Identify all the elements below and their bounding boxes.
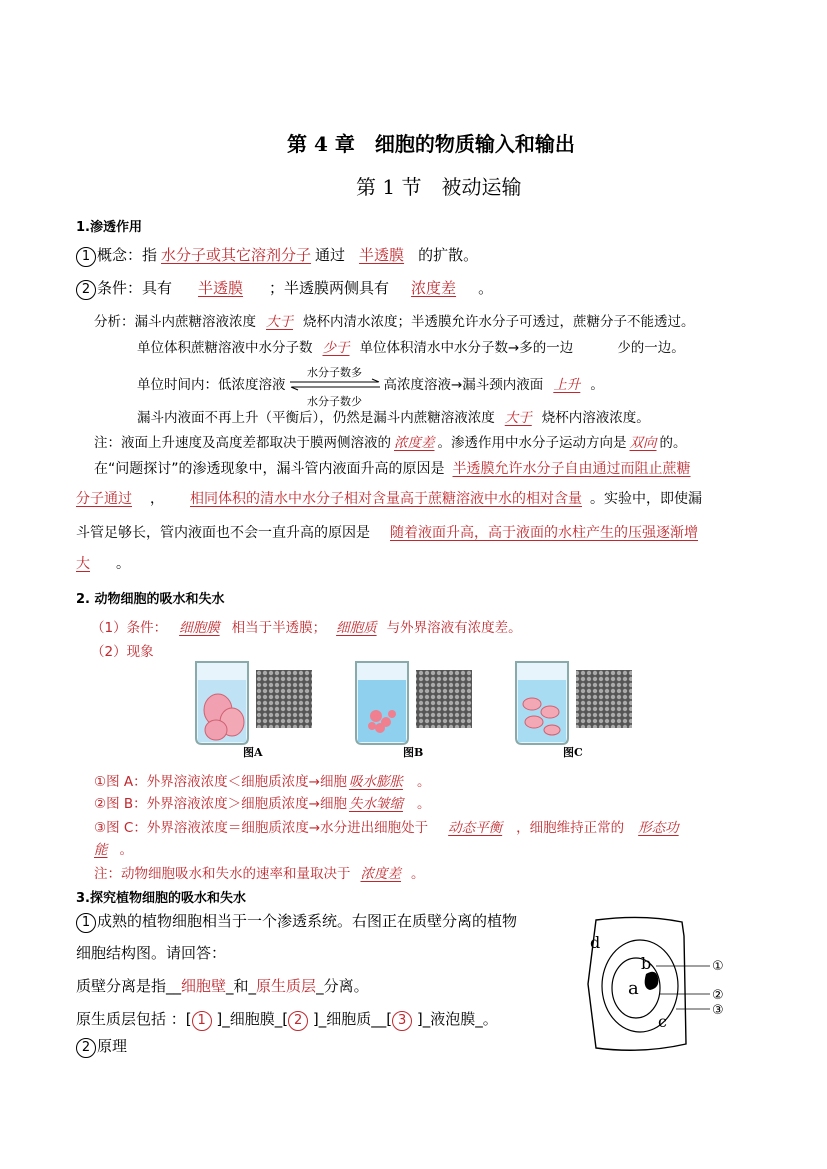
paragraph-line-1: 在“问题探讨”的渗透现象中，漏斗管内液面升高的原因是 半透膜允许水分子自由通过而阻止蔗糖 <box>94 461 691 477</box>
double-arrow: 水分子数多 水分子数少 <box>288 378 382 392</box>
paragraph-line-3: 斗管足够长，管内液面也不会一直升高的原因是 随着液面升高，高于液面的水柱产生的压强逐渐增 <box>76 525 698 541</box>
circled-number: 2 <box>76 280 96 300</box>
micrograph-b <box>416 670 472 728</box>
answer-blank: 形态功 <box>638 820 679 836</box>
phenomenon-label: （2）现象 <box>91 644 154 660</box>
plant-line-3: 质壁分离是指__细胞壁_和_原生质层_分离。 <box>76 977 369 995</box>
plant-line-2: 细胞结构图。请回答： <box>76 944 227 962</box>
answer-blank: 大于 <box>504 410 532 426</box>
result-line-c-cont: 能 。 <box>94 842 133 858</box>
answer-blank: 少于 <box>322 340 350 356</box>
label-c: c <box>658 1012 667 1031</box>
answer-blank: 水分子或其它溶剂分子 <box>161 246 312 264</box>
answer-blank: 半透膜 <box>359 246 405 264</box>
answer-blank: 随着液面升高，高于液面的水柱产生的压强逐渐增 <box>390 525 698 541</box>
figure-caption-a: 图A <box>243 746 263 759</box>
figure-caption-b: 图B <box>403 746 424 759</box>
circled-number: 2 <box>76 1038 96 1058</box>
answer-blank: 吸水膨胀 <box>348 774 403 790</box>
note-line-2: 注：动物细胞吸水和失水的速率和量取决于 浓度差 。 <box>94 866 425 882</box>
answer-blank: 上升 <box>553 377 581 393</box>
label-num-2: ② <box>712 988 724 1003</box>
beaker-c <box>516 662 568 744</box>
answer-blank: 浓度差 <box>411 279 457 297</box>
analysis-line-3: 单位时间内：低浓度溶液 水分子数多 水分子数少 高浓度溶液→漏斗颈内液面 上升 。 <box>137 366 604 408</box>
plant-line-5: 2 原理 <box>76 1035 127 1058</box>
label-d: d <box>590 933 601 952</box>
answer-blank: 原生质层 <box>256 977 317 995</box>
analysis-line-4: 漏斗内液面不再上升（平衡后），仍然是漏斗内蔗糖溶液浓度 大于 烧杯内溶液浓度。 <box>137 410 650 426</box>
circled-number: 1 <box>76 247 96 267</box>
answer-blank: 双向 <box>629 435 657 451</box>
figure-caption-c: 图C <box>563 746 583 759</box>
result-line-a: ①图 A：外界溶液浓度＜细胞质浓度→细胞 吸水膨胀 。 <box>94 774 431 790</box>
paragraph-line-4: 大 。 <box>76 556 130 572</box>
answer-blank: 浓度差 <box>394 435 435 451</box>
bidirectional-arrow-icon <box>288 378 382 392</box>
answer-blank: 相同体积的清水中水分子相对含量高于蔗糖溶液中水的相对含量 <box>190 491 582 507</box>
micrograph-c <box>576 670 632 728</box>
circled-number: 3 <box>392 1011 412 1031</box>
beaker-b <box>356 662 408 744</box>
answer-blank: 分子通过 <box>76 491 132 507</box>
plant-cell-diagram <box>582 912 762 1060</box>
answer-blank: 半透膜允许水分子自由通过而阻止蔗糖 <box>452 461 691 477</box>
analysis-line-1: 分析：漏斗内蔗糖溶液浓度 大于 烧杯内清水浓度；半透膜允许水分子可透过，蔗糖分子不能透过。 <box>94 314 695 330</box>
result-line-c: ③图 C：外界溶液浓度＝细胞质浓度→水分进出细胞处于 动态平衡 ，细胞维持正常的 形态功 <box>94 820 679 836</box>
plant-line-1: 1 成熟的植物细胞相当于一个渗透系统。右图正在质壁分离的植物 <box>76 910 517 933</box>
circled-number: 2 <box>288 1011 308 1031</box>
condition-line: 2 条件：具有 半透膜 ；半透膜两侧具有 浓度差 。 <box>76 277 493 300</box>
condition-line-2: （1）条件： 细胞膜 相当于半透膜； 细胞质 与外界溶液有浓度差。 <box>91 620 522 636</box>
nucleus <box>645 972 659 990</box>
animal-cell-figures <box>190 658 640 758</box>
answer-blank: 浓度差 <box>360 866 401 882</box>
page-subtitle: 第 1 节 被动运输 <box>356 175 522 199</box>
label-num-3: ③ <box>712 1003 724 1018</box>
micrograph-a <box>256 670 312 728</box>
plant-line-4: 原生质层包括 ：[ 1 ]_细胞膜_[ 2 ]_细胞质__[ 3 ]_液泡膜_。 <box>76 1008 498 1031</box>
answer-blank: 大 <box>76 556 90 572</box>
circled-number: 1 <box>76 913 96 933</box>
answer-blank: 能 <box>94 842 108 858</box>
label-b: b <box>641 954 652 973</box>
label-a: a <box>628 978 639 999</box>
analysis-line-2: 单位体积蔗糖溶液中水分子数 少于 单位体积清水中水分子数→多的一边 少的一边。 <box>137 340 685 356</box>
answer-blank: 失水皱缩 <box>348 796 403 812</box>
answer-blank: 细胞膜 <box>179 620 220 636</box>
circled-number: 1 <box>192 1011 212 1031</box>
page-title: 第 4 章 细胞的物质输入和输出 <box>287 132 575 156</box>
section-1-heading: 1.渗透作用 <box>76 220 142 235</box>
answer-blank: 半透膜 <box>198 279 244 297</box>
note-line: 注：液面上升速度及高度差都取决于膜两侧溶液的 浓度差 。渗透作用中水分子运动方向是 双向 的。 <box>94 435 687 451</box>
answer-blank: 细胞壁 <box>181 977 227 995</box>
paragraph-line-2: 分子通过 ， 相同体积的清水中水分子相对含量高于蔗糖溶液中水的相对含量 。实验中，即使漏 <box>76 491 702 507</box>
section-3-heading: 3.探究植物细胞的吸水和失水 <box>76 891 246 906</box>
result-line-b: ②图 B：外界溶液浓度＞细胞质浓度→细胞 失水皱缩 。 <box>94 796 431 812</box>
beaker-a <box>196 662 248 744</box>
section-2-heading: 2. 动物细胞的吸水和失水 <box>76 592 225 607</box>
answer-blank: 大于 <box>266 314 293 330</box>
label-num-1: ① <box>712 959 724 974</box>
answer-blank: 细胞质 <box>336 620 377 636</box>
concept-line: 1 概念：指 水分子或其它溶剂分子 通过 半透膜 的扩散。 <box>76 244 478 267</box>
answer-blank: 动态平衡 <box>448 820 503 836</box>
